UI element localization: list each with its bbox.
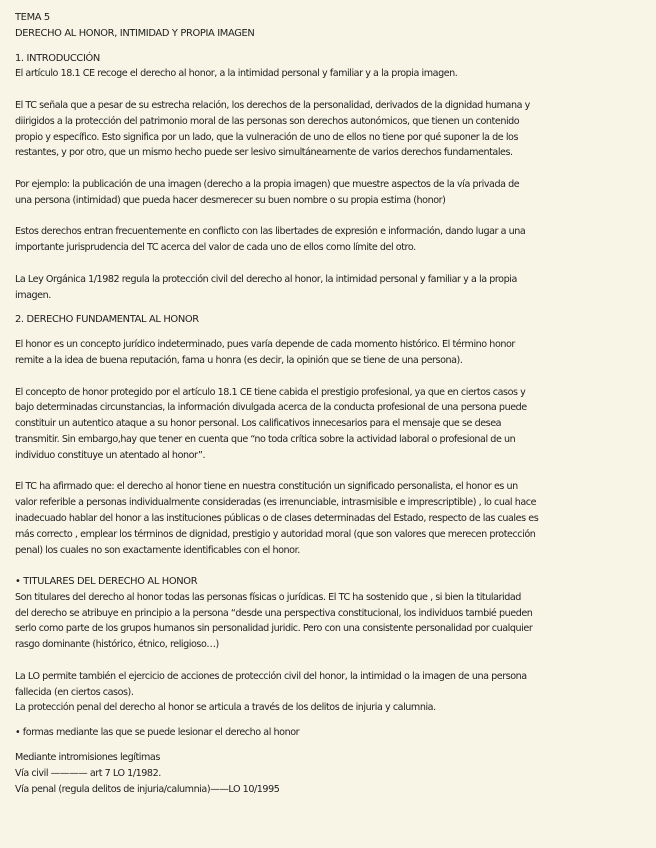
paragraph-line: Mediante intromisiones legítimas [15, 752, 160, 764]
paragraph-line: penal) los cuales no son exactamente identificables con el honor. [15, 544, 300, 556]
section-1-paragraph-4 [15, 224, 652, 256]
paragraph-line: fallecida (en ciertos casos). [15, 686, 134, 698]
paragraph-line: La Ley Orgánica 1/1982 regula la protección civil del derecho al honor, la intimidad personal y familiar y a la propia [15, 273, 517, 285]
paragraph-line: valor referible a personas individualmente consideradas (es irrenunciable, intrasmisible e imprescriptible) , lo cual hace [15, 497, 537, 509]
section-2-paragraph-6 [15, 750, 652, 797]
paragraph-line: diirigidos a la protección del patrimonio moral de las personas son derechos autonómicos, que tienen un contenido [15, 115, 520, 127]
section-1-paragraph-2 [15, 98, 652, 161]
paragraph-line: Estos derechos entran frecuentemente en conflicto con las libertades de expresión e información, dando lugar a una [15, 226, 526, 238]
paragraph-line: importante jurisprudencia del TC acerca del valor de cada uno de ellos como límite del otro. [15, 242, 416, 254]
paragraph-line: restantes, y por otro, que un mismo hecho puede ser lesivo simultáneamente de varios derechos fundamentales. [15, 147, 513, 159]
paragraph-line: individuo constituye un atentado al honor”. [15, 449, 206, 461]
titulares-heading: • TITULARES DEL DERECHO AL HONOR [15, 576, 198, 588]
document-title-line-2: DERECHO AL HONOR, INTIMIDAD Y PROPIA IMAGEN [15, 27, 255, 39]
paragraph-line: rasgo dominante (histórico, étnico, religioso…) [15, 639, 219, 651]
paragraph-line: más correcto , emplear los términos de dignidad, prestigio y autoridad moral (que son valores que merecen protección [15, 528, 536, 540]
paragraph-line: El concepto de honor protegido por el artículo 18.1 CE tiene cabida el prestigio profesional, ya que en ciertos casos y [15, 386, 526, 398]
section-2-paragraph-5 [15, 669, 652, 716]
paragraph-line: transmitir. Sin embargo,hay que tener en cuenta que “no toda crítica sobre la actividad laboral o profesional de un [15, 433, 516, 445]
formas-heading: • formas mediante las que se puede lesionar el derecho al honor [15, 727, 300, 739]
paragraph-line: inadecuado hablar del honor a las instituciones públicas o de clases determinadas del Estado, respecto de las cuales es [15, 512, 539, 524]
paragraph-line: bajo determinadas circunstancias, la información divulgada acerca de la conducta profesional de una persona puede [15, 402, 527, 414]
section-1-heading: 1. INTRODUCCIÓN [15, 52, 100, 64]
paragraph-line: del derecho se atribuye en principio a la persona “desde una perspectiva constitucional, los individuos tambié pueden [15, 607, 533, 619]
section-2-heading: 2. DERECHO FUNDAMENTAL AL HONOR [15, 314, 199, 326]
paragraph-line: Vía civil ———— art 7 LO 1/1982. [15, 767, 161, 779]
paragraph-line: La protección penal del derecho al honor se articula a través de los delitos de injuria y calumnia. [15, 702, 436, 714]
paragraph-line: propio y específico. Esto significa por un lado, que la vulneración de uno de ellos no tiene por qué suponer la de los [15, 131, 519, 143]
paragraph-line: serlo como parte de los grupos humanos sin personalidad juridic. Pero con una consistente personalidad por cualquier [15, 623, 533, 635]
document-title-line-1: TEMA 5 [15, 12, 50, 23]
section-2-paragraph-3 [15, 479, 652, 558]
paragraph-line: Vía penal (regula delitos de injuria/calumnia)——LO 10/1995 [15, 783, 280, 795]
section-1-paragraph-5 [15, 272, 652, 304]
paragraph-line: Son titulares del derecho al honor todas las personas físicas o jurídicas. El TC ha sostenido que , si bien la titularidad [15, 591, 521, 603]
paragraph-line: El TC ha afirmado que: el derecho al honor tiene en nuestra constitución un significado personalista, el honor es un [15, 481, 518, 493]
paragraph-line: constituir un autentico ataque a su honor personal. Los calificativos innecesarios para el mensaje que se desea [15, 418, 502, 430]
section-1-paragraph-3 [15, 177, 652, 209]
paragraph-line: imagen. [15, 289, 51, 301]
section-2-paragraph-2 [15, 385, 652, 464]
section-2-paragraph-1 [15, 337, 652, 369]
section-2-paragraph-4 [15, 590, 652, 653]
paragraph-line: remite a la idea de buena reputación, fama u honra (es decir, la opinión que se tiene de una persona). [15, 354, 463, 366]
paragraph-line: Por ejemplo: la publicación de una imagen (derecho a la propia imagen) que muestre aspectos de la vía privada de [15, 178, 520, 190]
paragraph-line: La LO permite también el ejercicio de acciones de protección civil del honor, la intimidad o la imagen de una persona [15, 670, 527, 682]
paragraph-line: El artículo 18.1 CE recoge el derecho al honor, a la intimidad personal y familiar y a la propia imagen. [15, 68, 458, 80]
paragraph-line: una persona (intimidad) que pueda hacer desmerecer su buen nombre o su propia estima (honor) [15, 194, 446, 206]
section-1-paragraph-1 [15, 66, 652, 82]
paragraph-line: El honor es un concepto jurídico indeterminado, pues varía depende de cada momento histórico. El término honor [15, 339, 515, 351]
paragraph-line: El TC señala que a pesar de su estrecha relación, los derechos de la personalidad, derivados de la dignidad humana y [15, 99, 530, 111]
